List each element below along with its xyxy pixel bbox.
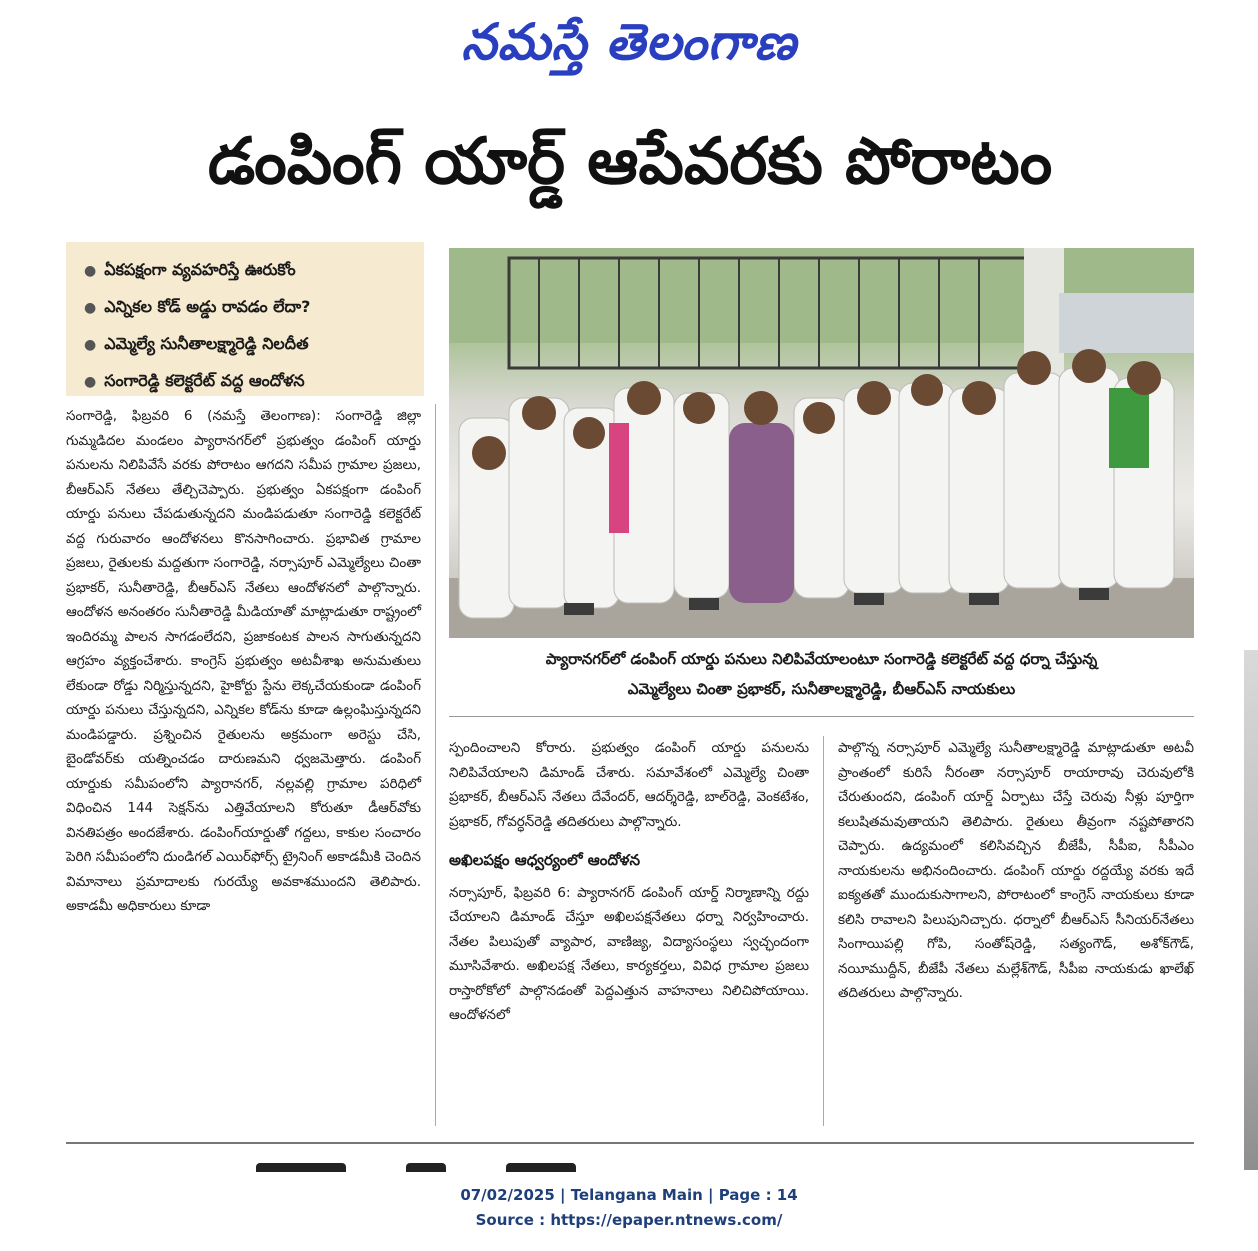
article-headline: డంపింగ్ యార్డ్ ఆపేవరకు పోరాటం [207,125,1053,199]
bullet-icon: ● [84,263,97,279]
highlight-item: ● ఎమ్మెల్యే సునీతాలక్ష్మారెడ్డి నిలదీత [84,334,309,353]
article-paragraph: పాల్గొన్న నర్సాపూర్ ఎమ్మెల్యే సునీతాలక్ష్మారెడ్డి మాట్లాడుతూ అటవీ ప్రాంతంలో కురిసే నీరంతా నర్సాపూర్ రాయారావు చెరువులోకి చేరుతుందని, డంపింగ్ యార్డ్ ఏర్పాటు చేస్తే చెరువు నీళ్లు పూర్తిగా కలుషితమవుతాయని తెలిపారు. రైతులు తీవ్రంగా నష్టపోతారని చెప్పారు. ఉద్యమంలో కలిసివచ్చిన బీజేపీ, సీపీఐ, సీపీఎం నాయకులను అభినందించారు. డంపింగ్ యార్డు రద్దయ్యే వరకు ఇదే ఐక్యతతో ముందుకుసాగాలని, పోరాటంలో కాంగ్రెస్ నాయకులు కూడా కలిసి రావాలని పిలుపునిచ్చారు. ధర్నాలో బీఆర్‌ఎస్ సీనియర్‌నేతలు సింగాయిపల్లి గోపి, సంతోష్‌రెడ్డి, సత్యంగౌడ్, అశోక్‌గౌడ్, నయీముద్దీన్, బీజేపీ నేతలు మల్లేశ్‌గౌడ్, సీపీఐ నాయకుడు ఖాలేఖ్ తదితరులు పాల్గొన్నారు. [838,740,1194,1001]
bullet-icon: ● [84,374,97,390]
next-article-strip [66,1160,1194,1172]
highlight-item: ● సంగారెడ్డి కలెక్టరేట్ వద్ద ఆందోళన [84,371,305,390]
article-paragraph: సంగారెడ్డి, ఫిబ్రవరి 6 (నమస్తే తెలంగాణ): సంగారెడ్డి జిల్లా గుమ్మడిదల మండలం ప్యారానగర్‌లో ప్రభుత్వం డంపింగ్ యార్డు పనులను నిలిపివేసే వరకు పోరాటం ఆగదని సమీప గ్రామాల ప్రజలు, బీఆర్‌ఎస్ నేతలు తేల్చిచెప్పారు. ప్రభుత్వం ఏకపక్షంగా డంపింగ్ యార్డు పనులు చేపడుతున్నదని మండిపడుతూ సంగారెడ్డి కలెక్టరేట్ వద్ద గురువారం ఆందోళనలు కొనసాగించారు. ప్రభావిత గ్రామాల ప్రజలు, రైతులకు మద్దతుగా సంగారెడ్డి, నర్సాపూర్ ఎమ్మెల్యేలు చింతా ప్రభాకర్, సునీతారెడ్డి, బీఆర్‌ఎస్ నేతలు ఆందోళనలో పాల్గొన్నారు. ఆందోళన అనంతరం సునీతారెడ్డి మీడియాతో మాట్లాడుతూ రాష్ట్రంలో ఇందిరమ్మ పాలన సాగడంలేదని, ప్రజాకంటక పాలన సాగుతున్నదని ఆగ్రహం వ్యక్తంచేశారు. కాంగ్రెస్ ప్రభుత్వం అటవీశాఖ అనుమతులు లేకుండా రోడ్డు నిర్మిస్తున్నదని, హైకోర్టు స్టేను లెక్కచేయకుండా డంపింగ్ యార్డు పనులు చేస్తున్నదని, ఎన్నికల కోడ్‌ను కూడా ఉల్లంఘిస్తున్నదని మండిపడ్డారు. ప్రశ్నించిన రైతులను అక్రమంగా అరెస్టు చేసి, బైండోవర్‌కు యత్నించడం దారుణమని ధ్వజమెత్తారు. డంపింగ్ యార్డుకు సమీపంలోని ప్యారానగర్, నల్లవల్లి గ్రామాల పరిధిలో విధించిన 144 సెక్షన్‌ను ఎత్తివేయాలని కోరుతూ డీఆర్‌వోకు వినతిపత్రం అందజేశారు. డంపింగ్‌యార్డుతో గద్దలు, కాకుల సంచారం పెరిగి సమీపంలోని దుండిగల్ ఎయిర్‌ఫోర్స్ ట్రైనింగ్ అకాడమీకి చెందిన విమానాలు ప్రమాదాలకు గురయ్యే అవకాశముందని తెలిపారు. అకాడమీ అధికారులు కూడా [66,408,421,914]
article-column-1 [66,404,421,919]
article-column-2 [449,736,809,1028]
column-divider [435,404,436,1126]
article-paragraph: స్పందించాలని కోరారు. ప్రభుత్వం డంపింగ్ యార్డు పనులను నిలిపివేయాలని డిమాండ్ చేశారు. సమావేశంలో ఎమ్మెల్యే చింతా ప్రభాకర్, బీఆర్‌ఎస్ నేతలు దేవేందర్, ఆదర్శ్‌రెడ్డి, బాల్‌రెడ్డి, వెంకటేశం, ప్రభాకర్, గోవర్ధన్‌రెడ్డి తదితరులు పాల్గొన్నారు. [449,740,809,830]
bullet-icon: ● [84,300,97,316]
newspaper-masthead: నమస్తే తెలంగాణ [461,12,797,71]
photo-caption [449,644,1194,704]
caption-line: ఎమ్మెల్యేలు చింతా ప్రభాకర్, సునీతాలక్ష్మారెడ్డి, బీఆర్‌ఎస్ నాయకులు [627,680,1016,698]
adjacent-page-edge [1244,650,1258,1170]
page-divider [66,1142,1194,1144]
bullet-icon: ● [84,337,97,353]
article-subheading: అఖిలపక్షం ఆధ్వర్యంలో ఆందోళన [449,851,641,869]
article-paragraph: నర్సాపూర్, ఫిబ్రవరి 6: ప్యారానగర్ డంపింగ్ యార్డ్ నిర్మాణాన్ని రద్దు చేయాలని డిమాండ్ చేస్తూ అఖిలపక్షనేతలు ధర్నా నిర్వహించారు. నేతల పిలుపుతో వ్యాపార, వాణిజ్య, విద్యాసంస్థలు స్వచ్ఛందంగా మూసివేశారు. అఖిలపక్ష నేతలు, కార్యకర్తలు, వివిధ గ్రామాల ప్రజలు రాస్తారోకోలో పాల్గొనడంతో పెద్దఎత్తున వాహనాలు నిలిచిపోయాయి. ఆందోళనలో [449,884,809,1023]
footer-source-link[interactable]: Source : https://epaper.ntnews.com/ [475,1211,783,1229]
caption-line: ప్యారానగర్‌లో డంపింగ్ యార్డు పనులు నిలిపివేయాలంటూ సంగారెడ్డి కలెక్టరేట్ వద్ద ధర్నా చేస్తున్న [545,650,1098,668]
article-column-3 [838,736,1194,1006]
column-divider [823,736,824,1126]
footer-edition-info: 07/02/2025 | Telangana Main | Page : 14 [460,1186,798,1204]
protest-photo [449,248,1194,638]
highlight-item: ● ఏకపక్షంగా వ్యవహరిస్తే ఊరుకోం [84,260,296,279]
highlights-box [66,242,424,396]
caption-divider [449,716,1194,717]
protest-photo-illustration [449,248,1194,638]
highlight-item: ● ఎన్నికల కోడ్ అడ్డు రావడం లేదా? [84,297,311,316]
